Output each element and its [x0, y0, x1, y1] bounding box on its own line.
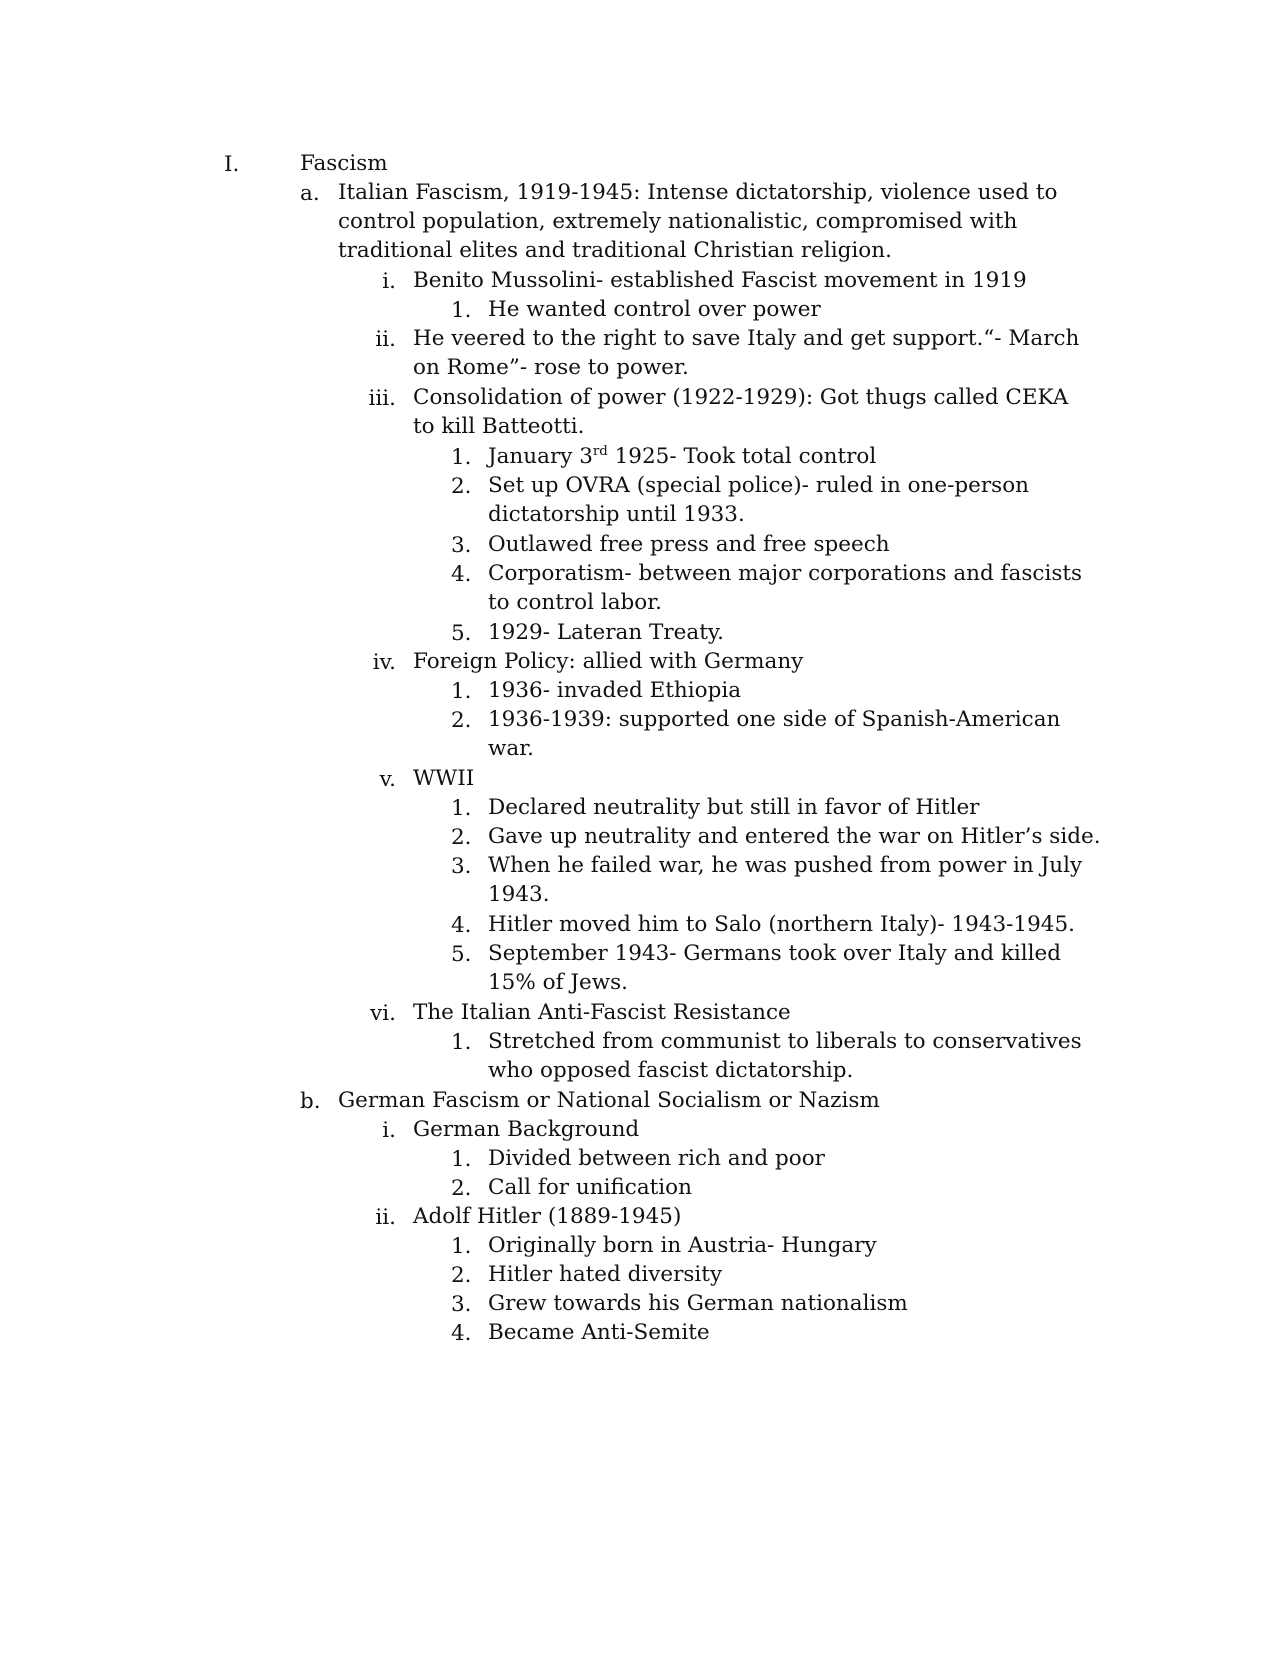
list-item-text: German Background [413, 1117, 640, 1142]
list-marker: 4. [451, 1321, 472, 1346]
list-item-text: Italian Fascism, 1919-1945: Intense dictatorship, violence used to control population, extremely nationalistic, compromised with traditional elites and traditional Christian religion. [338, 180, 1058, 263]
list-item-text: He wanted control over power [488, 297, 821, 322]
list-marker: b. [300, 1089, 321, 1114]
date-text-rest: 1925- Took total control [607, 444, 877, 469]
list-item-text: Outlawed free press and free speech [488, 532, 890, 557]
list-item-text: Adolf Hitler (1889-1945) [413, 1204, 682, 1229]
list-marker: a. [300, 181, 320, 206]
list-item-text: Set up OVRA (special police)- ruled in one-person dictatorship until 1933. [488, 473, 1030, 527]
list-marker: i. [382, 269, 396, 294]
list-item-text: WWII [413, 766, 475, 791]
list-item-text: Gave up neutrality and entered the war on Hitler’s side. [488, 824, 1101, 849]
list-item-text: Declared neutrality but still in favor of Hitler [488, 795, 980, 820]
ordinal-suffix: rd [592, 443, 608, 459]
list-marker: 2. [451, 1176, 472, 1201]
list-marker: 1. [451, 796, 472, 821]
list-marker: 1. [451, 1030, 472, 1055]
list-item-text: Originally born in Austria- Hungary [488, 1233, 877, 1258]
list-item-text: Divided between rich and poor [488, 1146, 825, 1171]
list-item-text: Became Anti-Semite [488, 1320, 710, 1345]
list-item-text: The Italian Anti-Fascist Resistance [413, 1000, 791, 1025]
date-text: January 3 [488, 444, 593, 469]
list-marker: 4. [451, 913, 472, 938]
list-item-text: September 1943- Germans took over Italy and killed 15% of Jews. [488, 941, 1062, 995]
list-marker: I. [224, 152, 240, 177]
list-marker: 2. [451, 474, 472, 499]
list-item-text: 1929- Lateran Treaty. [488, 620, 724, 645]
list-marker: 3. [451, 1292, 472, 1317]
list-item-text [488, 442, 1108, 471]
list-marker: ii. [375, 327, 396, 352]
list-marker: v. [379, 767, 396, 792]
list-marker: vi. [370, 1001, 396, 1026]
list-marker: 1. [451, 298, 472, 323]
list-item-text: Corporatism- between major corporations and fascists to control labor. [488, 561, 1083, 615]
list-item-text: Foreign Policy: allied with Germany [413, 649, 804, 674]
list-item-text: Consolidation of power (1922-1929): Got thugs called CEKA to kill Batteotti. [413, 385, 1069, 439]
list-item-text: Benito Mussolini- established Fascist movement in 1919 [413, 268, 1027, 293]
list-marker: 5. [451, 621, 472, 646]
list-marker: 2. [451, 825, 472, 850]
list-marker: 5. [451, 942, 472, 967]
list-marker: 3. [451, 854, 472, 879]
list-marker: 2. [451, 708, 472, 733]
list-marker: 1. [451, 445, 472, 470]
list-marker: 4. [451, 562, 472, 587]
list-marker: i. [382, 1118, 396, 1143]
list-marker: 3. [451, 533, 472, 558]
list-marker: 2. [451, 1263, 472, 1288]
list-item-text: Hitler moved him to Salo (northern Italy)- 1943-1945. [488, 912, 1075, 937]
list-marker: iv. [372, 650, 396, 675]
heading-fascism: Fascism [300, 151, 388, 176]
list-item-text: Stretched from communist to liberals to conservatives who opposed fascist dictatorship. [488, 1029, 1082, 1083]
list-marker: 1. [451, 679, 472, 704]
list-item-text: When he failed war, he was pushed from power in July 1943. [488, 853, 1083, 907]
list-marker: iii. [368, 386, 396, 411]
list-item-text: 1936- invaded Ethiopia [488, 678, 742, 703]
list-item-text: 1936-1939: supported one side of Spanish-American war. [488, 707, 1061, 761]
list-item-text: Call for unification [488, 1175, 692, 1200]
list-item-text: Hitler hated diversity [488, 1262, 723, 1287]
list-marker: 1. [451, 1234, 472, 1259]
list-marker: 1. [451, 1147, 472, 1172]
list-item-text: He veered to the right to save Italy and get support.“- March on Rome”- rose to power. [413, 326, 1080, 380]
list-item-text: Grew towards his German nationalism [488, 1291, 908, 1316]
list-marker: ii. [375, 1205, 396, 1230]
list-item-text: German Fascism or National Socialism or Nazism [338, 1088, 880, 1113]
